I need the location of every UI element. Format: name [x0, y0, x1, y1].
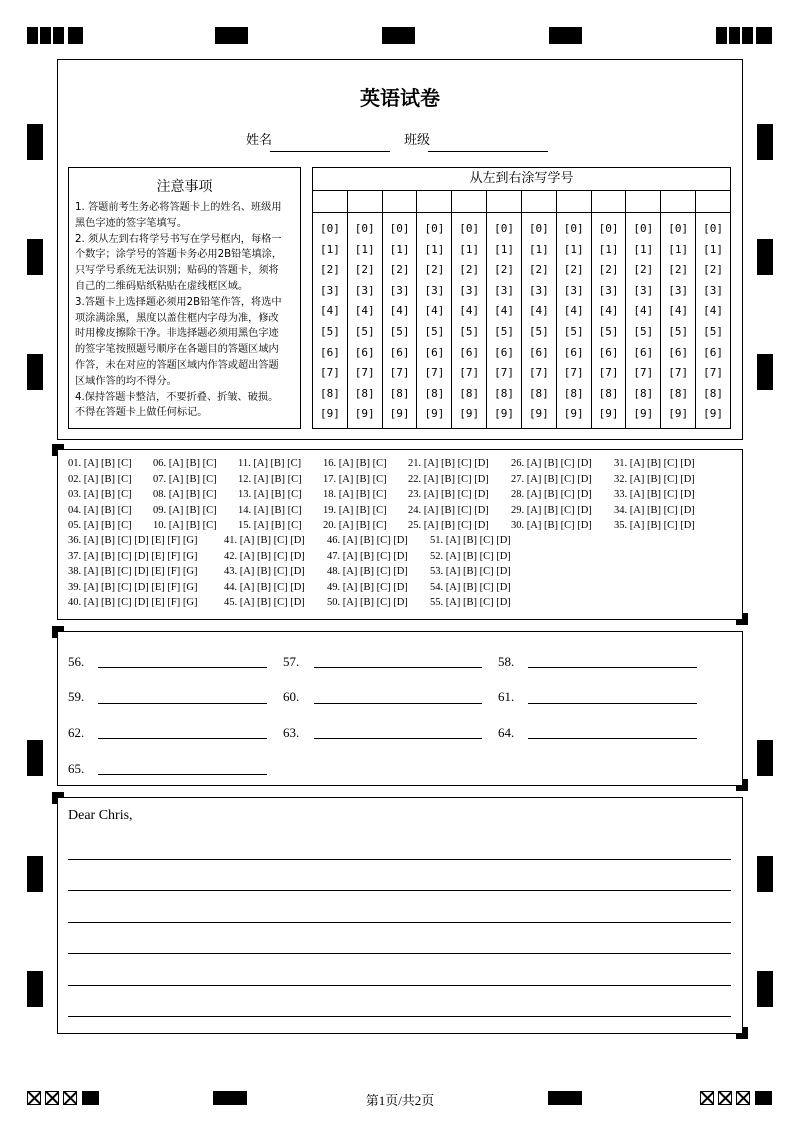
student-id-bubble[interactable]: [6]	[319, 345, 340, 359]
student-id-bubble[interactable]: [2]	[459, 263, 480, 277]
student-id-bubble[interactable]: [6]	[563, 345, 584, 359]
student-id-bubble[interactable]: [1]	[563, 242, 584, 256]
side-mark-right	[757, 740, 773, 776]
student-id-bubble[interactable]: [2]	[319, 263, 340, 277]
blank-line[interactable]	[314, 703, 482, 704]
student-id-bubble[interactable]: [1]	[354, 242, 375, 256]
student-id-bubble[interactable]: [6]	[633, 345, 654, 359]
student-id-bubble[interactable]: [9]	[354, 407, 375, 421]
blank-number: 61.	[498, 689, 515, 704]
student-id-bubble[interactable]: [0]	[668, 222, 689, 235]
student-id-bubble[interactable]: [9]	[389, 407, 410, 421]
student-id-bubble[interactable]: [2]	[528, 263, 549, 277]
mc-column[interactable]: 46. [A] [B] [C] [D] 47. [A] [B] [C] [D] 48. [A] [B] [C] [D] 49. [A] [B] [C] [D] 50. [A] [B] [C] [D]	[327, 535, 408, 609]
student-id-bubble[interactable]: [6]	[354, 345, 375, 359]
student-id-bubble[interactable]: [9]	[319, 407, 340, 421]
side-mark-left	[27, 971, 43, 1007]
student-id-bubble[interactable]: [7]	[494, 366, 514, 380]
student-id-bubble[interactable]: [7]	[354, 366, 375, 380]
blank-number: 57.	[283, 654, 300, 669]
student-id-bubble[interactable]: [3]	[528, 283, 549, 297]
student-id-bubble[interactable]: [8]	[389, 386, 410, 400]
student-id-bubble[interactable]: [4]	[528, 304, 549, 318]
student-id-bubble[interactable]: [0]	[703, 222, 723, 235]
student-id-bubble[interactable]: [1]	[424, 242, 445, 256]
student-id-title: 从左到右涂写学号	[313, 168, 730, 191]
student-id-bubble[interactable]: [5]	[528, 324, 549, 338]
corner-mark	[52, 444, 64, 456]
student-id-bubble[interactable]: [5]	[668, 324, 689, 338]
mc-column[interactable]: 01. [A] [B] [C] 02. [A] [B] [C] 03. [A] [B] [C] 04. [A] [B] [C] 05. [A] [B] [C]	[68, 458, 132, 532]
student-id-bubble[interactable]: [7]	[668, 366, 689, 380]
name-label: 姓名	[246, 133, 273, 148]
timing-mark-top	[215, 27, 248, 44]
student-id-bubble[interactable]: [1]	[389, 242, 410, 256]
student-id-bubble[interactable]: [2]	[703, 263, 723, 277]
corner-mark	[52, 792, 64, 804]
student-id-bubble[interactable]: [0]	[563, 222, 584, 235]
student-id-bubble[interactable]: [5]	[703, 324, 723, 338]
student-id-bubble[interactable]: [8]	[563, 386, 584, 400]
mc-column[interactable]: 51. [A] [B] [C] [D] 52. [A] [B] [C] [D] 53. [A] [B] [C] [D] 54. [A] [B] [C] [D] 55. [A] [B] [C] [D]	[430, 535, 511, 609]
blank-line[interactable]	[98, 774, 267, 775]
student-id-bubble[interactable]: [4]	[319, 304, 340, 318]
side-mark-left	[27, 740, 43, 776]
student-id-column[interactable]	[522, 212, 557, 428]
student-id-column[interactable]	[487, 212, 522, 428]
blank-number: 60.	[283, 689, 300, 704]
student-id-bubble[interactable]: [9]	[424, 407, 445, 421]
side-mark-right	[757, 856, 773, 892]
blank-line[interactable]	[314, 667, 482, 668]
blank-line[interactable]	[528, 667, 697, 668]
student-id-column[interactable]	[696, 212, 730, 428]
student-id-bubble[interactable]: [1]	[668, 242, 689, 256]
side-mark-left	[27, 354, 43, 390]
mc-column[interactable]: 26. [A] [B] [C] [D] 27. [A] [B] [C] [D] 28. [A] [B] [C] [D] 29. [A] [B] [C] [D] 30. [A] [B] [C] [D]	[511, 458, 592, 532]
student-id-bubble[interactable]: [3]	[319, 283, 340, 297]
student-id-bubble[interactable]: [3]	[424, 283, 445, 297]
student-id-bubble[interactable]: [3]	[668, 283, 689, 297]
writing-line[interactable]	[68, 859, 731, 860]
student-id-column[interactable]	[348, 212, 383, 428]
blank-line[interactable]	[528, 738, 697, 739]
student-id-bubble[interactable]: [1]	[459, 242, 480, 256]
student-id-bubble[interactable]: [7]	[703, 366, 723, 380]
student-id-column[interactable]	[557, 212, 592, 428]
student-id-bubble[interactable]: [1]	[494, 242, 514, 256]
student-id-bubble[interactable]: [1]	[319, 242, 340, 256]
writing-line[interactable]	[68, 890, 731, 891]
mc-column[interactable]: 11. [A] [B] [C] 12. [A] [B] [C] 13. [A] [B] [C] 14. [A] [B] [C] 15. [A] [B] [C]	[238, 458, 302, 532]
page-number: 第1页/共2页	[365, 1093, 435, 1108]
student-id-bubble[interactable]: [6]	[389, 345, 410, 359]
student-id-bubble[interactable]: [2]	[633, 263, 654, 277]
student-id-bubble[interactable]: [2]	[494, 263, 514, 277]
student-id-bubble[interactable]: [6]	[528, 345, 549, 359]
student-id-bubble[interactable]: [8]	[319, 386, 340, 400]
blank-line[interactable]	[314, 738, 482, 739]
student-id-bubble[interactable]: [4]	[703, 304, 723, 318]
student-id-bubble[interactable]: [4]	[424, 304, 445, 318]
student-id-bubble[interactable]: [3]	[598, 283, 619, 297]
student-id-bubble[interactable]: [3]	[563, 283, 584, 297]
fill-blank-section	[57, 631, 743, 786]
corner-mark	[52, 626, 64, 638]
student-id-bubble[interactable]: [3]	[354, 283, 375, 297]
student-id-bubble[interactable]: [3]	[459, 283, 480, 297]
blank-number: 56.	[68, 654, 85, 669]
student-id-column[interactable]	[452, 212, 487, 428]
corner-mark	[736, 613, 748, 625]
student-id-bubble[interactable]: [0]	[424, 222, 445, 235]
student-id-bubble[interactable]: [7]	[424, 366, 445, 380]
corner-mark	[736, 1027, 748, 1039]
student-id-bubble[interactable]: [6]	[598, 345, 619, 359]
blank-number: 65.	[68, 761, 85, 776]
student-id-bubble[interactable]: [7]	[459, 366, 480, 380]
mc-column[interactable]: 06. [A] [B] [C] 07. [A] [B] [C] 08. [A] [B] [C] 09. [A] [B] [C] 10. [A] [B] [C]	[153, 458, 217, 532]
student-id-bubble[interactable]: [8]	[354, 386, 375, 400]
student-id-bubble[interactable]: [4]	[494, 304, 514, 318]
student-id-column[interactable]	[626, 212, 661, 428]
student-id-bubble[interactable]: [5]	[424, 324, 445, 338]
side-mark-left	[27, 239, 43, 275]
student-id-bubble[interactable]: [2]	[424, 263, 445, 277]
student-id-bubble[interactable]: [8]	[528, 386, 549, 400]
student-id-bubble[interactable]: [0]	[459, 222, 480, 235]
student-id-bubble[interactable]: [1]	[633, 242, 654, 256]
student-id-bubble[interactable]: [7]	[633, 366, 654, 380]
student-id-write-boxes[interactable]	[313, 190, 730, 213]
student-id-bubble[interactable]: [1]	[528, 242, 549, 256]
student-id-bubble[interactable]: [7]	[528, 366, 549, 380]
student-id-bubble[interactable]: [8]	[703, 386, 723, 400]
student-id-bubble[interactable]: [4]	[598, 304, 619, 318]
student-id-bubble[interactable]: [5]	[494, 324, 514, 338]
student-id-bubble[interactable]: [3]	[703, 283, 723, 297]
student-id-bubble[interactable]: [9]	[459, 407, 480, 421]
student-id-column[interactable]	[313, 212, 348, 428]
side-mark-left	[27, 856, 43, 892]
student-id-bubble[interactable]: [8]	[424, 386, 445, 400]
student-id-bubble[interactable]: [4]	[389, 304, 410, 318]
side-mark-left	[27, 124, 43, 160]
student-id-bubble[interactable]: [6]	[424, 345, 445, 359]
student-id-bubbles[interactable]	[313, 212, 730, 428]
student-id-bubble[interactable]: [8]	[598, 386, 619, 400]
student-id-bubble[interactable]: [4]	[459, 304, 480, 318]
mc-column[interactable]: 36. [A] [B] [C] [D] [E] [F] [G] 37. [A] [B] [C] [D] [E] [F] [G] 38. [A] [B] [C] [D] [E] [F] [G] 39. [A] [B] [C] [D] [E] [F] [G] 40. [A] [B] [C] [D] [E] [F] [G]	[68, 535, 198, 609]
blank-line[interactable]	[98, 667, 267, 668]
student-id-bubble[interactable]: [7]	[319, 366, 340, 380]
blank-number: 58.	[498, 654, 515, 669]
student-id-bubble[interactable]: [6]	[668, 345, 689, 359]
student-id-bubble[interactable]: [5]	[354, 324, 375, 338]
student-id-bubble[interactable]: [0]	[494, 222, 514, 235]
class-field[interactable]	[428, 151, 548, 152]
blank-number: 59.	[68, 689, 85, 704]
side-mark-right	[757, 971, 773, 1007]
student-id-bubble[interactable]: [2]	[563, 263, 584, 277]
student-id-bubble[interactable]: [4]	[563, 304, 584, 318]
timing-mark-bottom	[755, 1091, 772, 1105]
blank-line[interactable]	[98, 703, 267, 704]
notice-text: 1. 答题前考生务必将答题卡上的姓名、班级用 黑色字迹的签字笔填写。 2. 须从左到右将学号书写在学号框内，每格一 个数字；涂学号的答题卡务必用2B铅笔填涂， 只写学号系统无法识别；贴码的答题卡，须将 自己的二维码贴纸粘贴在虚线框区域。 3.答题卡上选择题必须用2B铅笔作答，将选中 项涂满涂黑，黑度以盖住框内字母为准，修改 时用橡皮擦除干净。非选择题必须用黑色字迹 的签字笔按照题号顺序在各题目的答题区域内 作答，未在对应的答题区域内作答或超出答题 区域作答的均不得分。 4.保持答题卡整洁，不要折叠、折皱、破损。 不得在答题卡上做任何标记。	[75, 202, 283, 419]
mc-column[interactable]: 16. [A] [B] [C] 17. [A] [B] [C] 18. [A] [B] [C] 19. [A] [B] [C] 20. [A] [B] [C]	[323, 458, 387, 532]
student-id-bubble[interactable]: [9]	[563, 407, 584, 421]
student-id-bubble[interactable]: [7]	[389, 366, 410, 380]
side-mark-right	[757, 124, 773, 160]
writing-section	[57, 797, 743, 1034]
corner-mark	[736, 779, 748, 791]
side-mark-right	[757, 354, 773, 390]
student-id-bubble[interactable]: [8]	[633, 386, 654, 400]
blank-number: 64.	[498, 725, 515, 740]
student-id-bubble[interactable]: [6]	[459, 345, 480, 359]
student-id-bubble[interactable]: [3]	[633, 283, 654, 297]
cross-box-mark	[700, 1091, 714, 1105]
notice-box	[68, 167, 301, 429]
student-id-bubble[interactable]: [5]	[389, 324, 410, 338]
student-id-bubble[interactable]: [9]	[703, 407, 723, 421]
student-id-bubble[interactable]: [6]	[494, 345, 514, 359]
blank-number: 62.	[68, 725, 85, 740]
student-id-bubble[interactable]: [0]	[354, 222, 375, 235]
student-id-bubble[interactable]: [4]	[633, 304, 654, 318]
student-id-bubble[interactable]: [5]	[598, 324, 619, 338]
mc-column[interactable]: 31. [A] [B] [C] [D] 32. [A] [B] [C] [D] 33. [A] [B] [C] [D] 34. [A] [B] [C] [D] 35. [A] [B] [C] [D]	[614, 458, 695, 532]
student-id-grid	[312, 167, 731, 429]
student-id-bubble[interactable]: [9]	[668, 407, 689, 421]
student-id-bubble[interactable]: [8]	[494, 386, 514, 400]
notice-title: 注意事项	[156, 179, 213, 195]
class-label: 班级	[404, 133, 431, 148]
student-id-bubble[interactable]: [9]	[633, 407, 654, 421]
writing-line[interactable]	[68, 985, 731, 986]
letter-greeting: Dear Chris,	[68, 808, 133, 823]
student-id-bubble[interactable]: [5]	[563, 324, 584, 338]
student-id-bubble[interactable]: [5]	[459, 324, 480, 338]
student-id-bubble[interactable]: [6]	[703, 345, 723, 359]
student-id-bubble[interactable]: [2]	[354, 263, 375, 277]
student-id-bubble[interactable]: [4]	[354, 304, 375, 318]
student-id-bubble[interactable]: [0]	[319, 222, 340, 235]
student-id-column[interactable]	[383, 212, 418, 428]
student-id-bubble[interactable]: [9]	[494, 407, 514, 421]
writing-line[interactable]	[68, 1016, 731, 1017]
student-id-bubble[interactable]: [5]	[319, 324, 340, 338]
student-id-bubble[interactable]: [8]	[459, 386, 480, 400]
student-id-column[interactable]	[417, 212, 452, 428]
page-title: 英语试卷	[360, 86, 440, 110]
student-id-bubble[interactable]: [3]	[389, 283, 410, 297]
student-id-bubble[interactable]: [1]	[598, 242, 619, 256]
student-id-bubble[interactable]: [5]	[633, 324, 654, 338]
name-field[interactable]	[270, 151, 390, 152]
blank-line[interactable]	[98, 738, 267, 739]
mc-column[interactable]: 41. [A] [B] [C] [D] 42. [A] [B] [C] [D] 43. [A] [B] [C] [D] 44. [A] [B] [C] [D] 45. [A] [B] [C] [D]	[224, 535, 305, 609]
student-id-bubble[interactable]: [3]	[494, 283, 514, 297]
mc-column[interactable]: 21. [A] [B] [C] [D] 22. [A] [B] [C] [D] 23. [A] [B] [C] [D] 24. [A] [B] [C] [D] 25. [A] [B] [C] [D]	[408, 458, 489, 532]
side-mark-right	[757, 239, 773, 275]
writing-line[interactable]	[68, 953, 731, 954]
timing-mark-top	[382, 27, 415, 44]
student-id-bubble[interactable]: [2]	[668, 263, 689, 277]
student-id-bubble[interactable]: [0]	[389, 222, 410, 235]
student-id-bubble[interactable]: [2]	[389, 263, 410, 277]
cross-box-mark	[736, 1091, 750, 1105]
timing-mark-top	[549, 27, 582, 44]
student-id-column[interactable]	[592, 212, 627, 428]
writing-line[interactable]	[68, 922, 731, 923]
student-id-bubble[interactable]: [1]	[703, 242, 723, 256]
student-id-bubble[interactable]: [4]	[668, 304, 689, 318]
cross-box-mark	[718, 1091, 732, 1105]
student-id-column[interactable]	[661, 212, 696, 428]
student-id-bubble[interactable]: [7]	[598, 366, 619, 380]
student-id-bubble[interactable]: [0]	[598, 222, 619, 235]
student-id-bubble[interactable]: [7]	[563, 366, 584, 380]
student-id-bubble[interactable]: [8]	[668, 386, 689, 400]
student-id-bubble[interactable]: [0]	[633, 222, 654, 235]
student-id-bubble[interactable]: [2]	[598, 263, 619, 277]
blank-number: 63.	[283, 725, 300, 740]
student-id-bubble[interactable]: [9]	[598, 407, 619, 421]
student-id-bubble[interactable]: [9]	[528, 407, 549, 421]
student-id-bubble[interactable]: [0]	[528, 222, 549, 235]
blank-line[interactable]	[528, 703, 697, 704]
